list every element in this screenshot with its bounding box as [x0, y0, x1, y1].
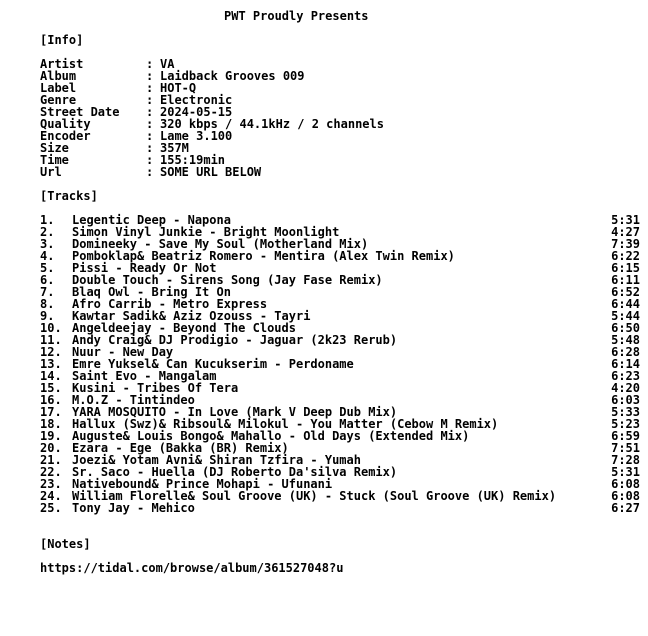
info-key: Label [40, 81, 77, 95]
track-row [40, 502, 640, 514]
track-title: Tony Jay - Mehico [72, 501, 195, 515]
track-number: 22. [40, 465, 62, 479]
info-separator: : [146, 57, 154, 71]
track-title: Simon Vinyl Junkie - Bright Moonlight [72, 225, 340, 239]
track-duration: 4:20 [611, 381, 640, 395]
track-title: Saint Evo - Mangalam [72, 369, 217, 383]
info-key: Album [40, 69, 77, 83]
track-title: Joezi& Yotam Avni& Shiran Tzfira - Yumah [72, 453, 361, 467]
track-number: 14. [40, 369, 62, 383]
track-duration: 5:48 [611, 333, 640, 347]
track-duration: 4:27 [611, 225, 640, 239]
info-separator: : [146, 81, 154, 95]
track-duration: 6:14 [611, 357, 640, 371]
track-title: Hallux (Swz)& Ribsoul& Milokul - You Matter (Cebow M Remix) [72, 417, 499, 431]
track-duration: 6:52 [611, 285, 640, 299]
track-duration: 6:44 [611, 297, 640, 311]
info-row [40, 58, 640, 70]
info-row [40, 118, 640, 130]
track-number: 5. [40, 261, 55, 275]
track-title: Kawtar Sadik& Aziz Ozouss - Tayri [72, 309, 311, 323]
info-list [40, 58, 640, 178]
track-duration: 6:03 [611, 393, 640, 407]
info-row [40, 142, 640, 154]
track-duration: 5:23 [611, 417, 640, 431]
track-title: M.O.Z - Tintindeo [72, 393, 195, 407]
info-section-header: [Info] [40, 33, 84, 47]
track-duration: 6:22 [611, 249, 640, 263]
notes-section-header: [Notes] [40, 537, 91, 551]
info-separator: : [146, 93, 154, 107]
info-separator: : [146, 141, 154, 155]
track-number: 25. [40, 501, 62, 515]
info-row [40, 82, 640, 94]
info-key: Time [40, 153, 69, 167]
track-title: Sr. Saco - Huella (DJ Roberto Da'silva Remix) [72, 465, 398, 479]
track-number: 24. [40, 489, 62, 503]
info-key: Street Date [40, 105, 120, 119]
info-value: 155:19min [160, 153, 226, 167]
track-duration: 7:28 [611, 453, 640, 467]
track-number: 4. [40, 249, 55, 263]
track-number: 7. [40, 285, 55, 299]
info-value: 2024-05-15 [160, 105, 233, 119]
track-number: 9. [40, 309, 55, 323]
info-value: 357M [160, 141, 189, 155]
track-number: 16. [40, 393, 62, 407]
info-separator: : [146, 153, 154, 167]
track-title: Kusini - Tribes Of Tera [72, 381, 239, 395]
tracks-section-header: [Tracks] [40, 189, 98, 203]
info-separator: : [146, 129, 154, 143]
track-title: Pissi - Ready Or Not [72, 261, 217, 275]
info-key: Genre [40, 93, 77, 107]
track-number: 2. [40, 225, 55, 239]
track-number: 3. [40, 237, 55, 251]
track-duration: 6:15 [611, 261, 640, 275]
track-duration: 6:08 [611, 477, 640, 491]
track-title: Domineeky - Save My Soul (Motherland Mix) [72, 237, 369, 251]
track-number: 18. [40, 417, 62, 431]
info-key: Size [40, 141, 69, 155]
track-duration: 6:11 [611, 273, 640, 287]
track-title: Auguste& Louis Bongo& Mahallo - Old Days (Extended Mix) [72, 429, 470, 443]
track-title: William Florelle& Soul Groove (UK) - Stuck (Soul Groove (UK) Remix) [72, 489, 557, 503]
track-number: 8. [40, 297, 55, 311]
track-list [40, 214, 640, 514]
track-number: 21. [40, 453, 62, 467]
track-title: Legentic Deep - Napona [72, 213, 231, 227]
info-separator: : [146, 69, 154, 83]
info-separator: : [146, 105, 154, 119]
track-number: 15. [40, 381, 62, 395]
info-value: HOT-Q [160, 81, 197, 95]
info-row [40, 166, 640, 178]
track-duration: 6:28 [611, 345, 640, 359]
info-value: 320 kbps / 44.1kHz / 2 channels [160, 117, 384, 131]
track-title: Blaq Owl - Bring It On [72, 285, 231, 299]
track-number: 13. [40, 357, 62, 371]
track-title: Andy Craig& DJ Prodigio - Jaguar (2k23 Rerub) [72, 333, 398, 347]
track-title: Nativebound& Prince Mohapi - Ufunani [72, 477, 333, 491]
info-row [40, 70, 640, 82]
track-duration: 6:59 [611, 429, 640, 443]
track-duration: 6:08 [611, 489, 640, 503]
nfo-document [40, 10, 640, 574]
track-duration: 5:31 [611, 465, 640, 479]
info-key: Url [40, 165, 62, 179]
track-title: Angeldeejay - Beyond The Clouds [72, 321, 296, 335]
info-separator: : [146, 165, 154, 179]
info-value: Electronic [160, 93, 233, 107]
track-number: 17. [40, 405, 62, 419]
info-value: SOME URL BELOW [160, 165, 262, 179]
track-title: Nuur - New Day [72, 345, 174, 359]
track-duration: 6:27 [611, 501, 640, 515]
track-number: 20. [40, 441, 62, 455]
track-title: Double Touch - Sirens Song (Jay Fase Remix) [72, 273, 383, 287]
track-number: 1. [40, 213, 55, 227]
track-duration: 6:23 [611, 369, 640, 383]
info-row [40, 130, 640, 142]
track-duration: 6:50 [611, 321, 640, 335]
track-duration: 7:51 [611, 441, 640, 455]
info-value: VA [160, 57, 175, 71]
track-number: 23. [40, 477, 62, 491]
track-duration: 5:33 [611, 405, 640, 419]
info-row [40, 94, 640, 106]
track-number: 6. [40, 273, 55, 287]
track-title: Ezara - Ege (Bakka (BR) Remix) [72, 441, 289, 455]
track-number: 19. [40, 429, 62, 443]
track-duration: 7:39 [611, 237, 640, 251]
document-title: PWT Proudly Presents [224, 9, 369, 23]
track-number: 10. [40, 321, 62, 335]
track-title: Emre Yuksel& Can Kucukserim - Perdoname [72, 357, 354, 371]
info-value: Laidback Grooves 009 [160, 69, 305, 83]
info-key: Encoder [40, 129, 91, 143]
track-duration: 5:31 [611, 213, 640, 227]
info-key: Artist [40, 57, 84, 71]
track-number: 12. [40, 345, 62, 359]
info-value: Lame 3.100 [160, 129, 233, 143]
info-separator: : [146, 117, 154, 131]
info-row [40, 154, 640, 166]
track-duration: 5:44 [611, 309, 640, 323]
track-number: 11. [40, 333, 62, 347]
notes-url: https://tidal.com/browse/album/361527048?u [40, 561, 344, 575]
track-title: YARA MOSQUITO - In Love (Mark V Deep Dub Mix) [72, 405, 398, 419]
track-title: Afro Carrib - Metro Express [72, 297, 268, 311]
track-title: Pomboklap& Beatriz Romero - Mentira (Alex Twin Remix) [72, 249, 455, 263]
info-key: Quality [40, 117, 91, 131]
